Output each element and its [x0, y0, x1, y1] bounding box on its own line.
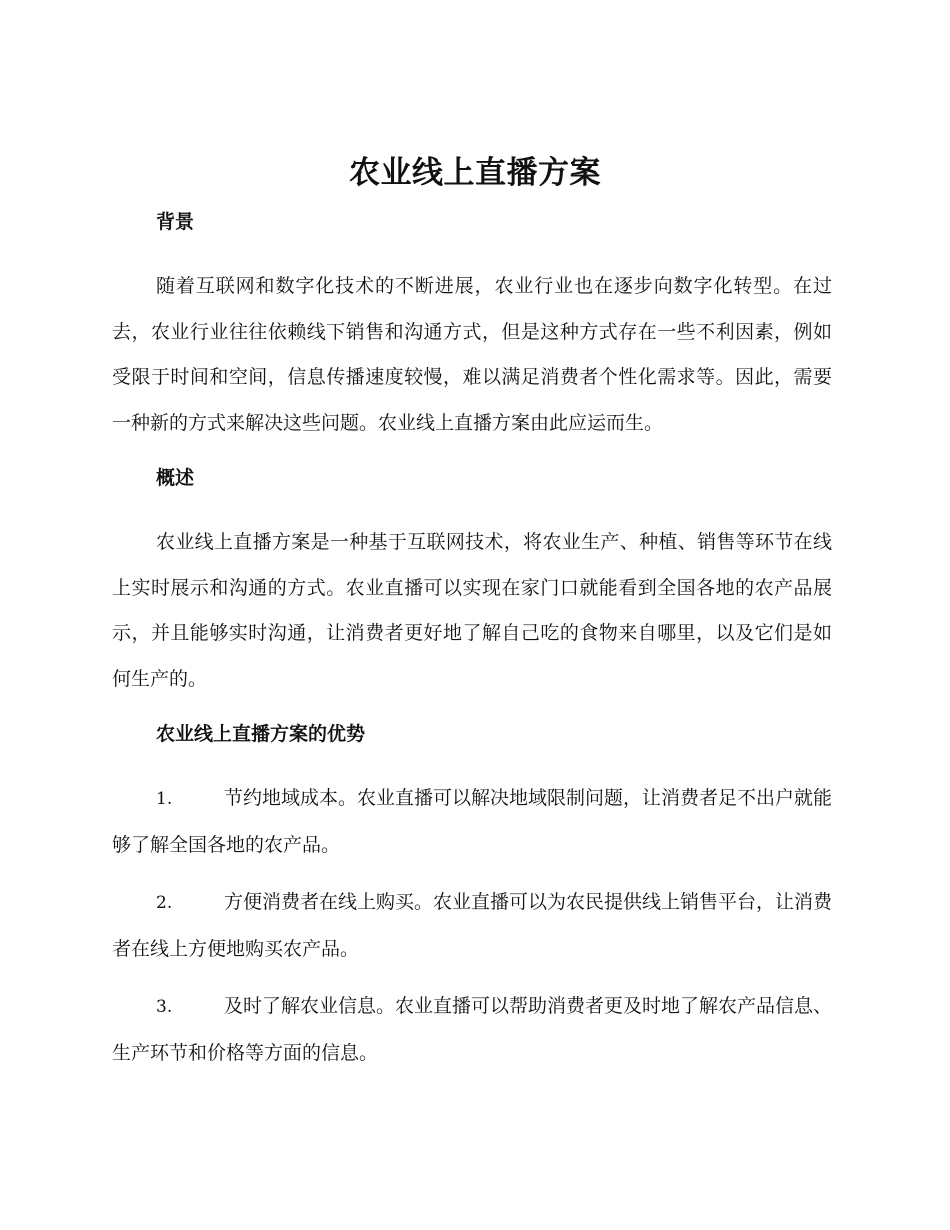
spacer: [112, 240, 832, 264]
section-heading-background: 背景: [156, 211, 195, 233]
list-item: [112, 984, 832, 1076]
list-item-number: 3.: [156, 997, 173, 1017]
document-title: 农业线上直播方案: [349, 155, 601, 191]
paragraph-overview: 农业线上直播方案是一种基于互联网技术，将农业生产、种植、销售等环节在线上实时展示和沟通的方式。农业直播可以实现在家门口就能看到全国各地的农产品展示，并且能够实时沟通，让消费者更好地了解自己吃的食物来自哪里，以及它们是如何生产的。: [112, 531, 832, 690]
list-item-number: 1.: [156, 789, 173, 809]
spacer: [112, 446, 832, 460]
spacer: [112, 702, 832, 716]
list-item: [112, 776, 832, 868]
spacer: [112, 752, 832, 776]
section-heading-advantages: 农业线上直播方案的优势: [156, 723, 366, 745]
document-body: [112, 204, 832, 1076]
list-item-text: 方便消费者在线上购买。农业直播可以为农民提供线上销售平台，让消费者在线上方便地购买农产品。: [112, 891, 833, 960]
spacer: [112, 972, 832, 984]
list-item-text: 节约地域成本。农业直播可以解决地域限制问题，让消费者足不出户就能够了解全国各地的农产品。: [112, 787, 833, 856]
spacer: [112, 868, 832, 880]
list-item: [112, 880, 832, 972]
list-item-number: 2.: [156, 893, 173, 913]
list-item-text: 及时了解农业信息。农业直播可以帮助消费者更及时地了解农产品信息、生产环节和价格等方面的信息。: [112, 995, 833, 1064]
paragraph-background: 随着互联网和数字化技术的不断进展，农业行业也在逐步向数字化转型。在过去，农业行业往往依赖线下销售和沟通方式，但是这种方式存在一些不利因素，例如受限于时间和空间，信息传播速度较慢，难以满足消费者个性化需求等。因此，需要一种新的方式来解决这些问题。农业线上直播方案由此应运而生。: [112, 275, 832, 434]
section-heading-overview: 概述: [156, 467, 195, 489]
spacer: [112, 496, 832, 520]
